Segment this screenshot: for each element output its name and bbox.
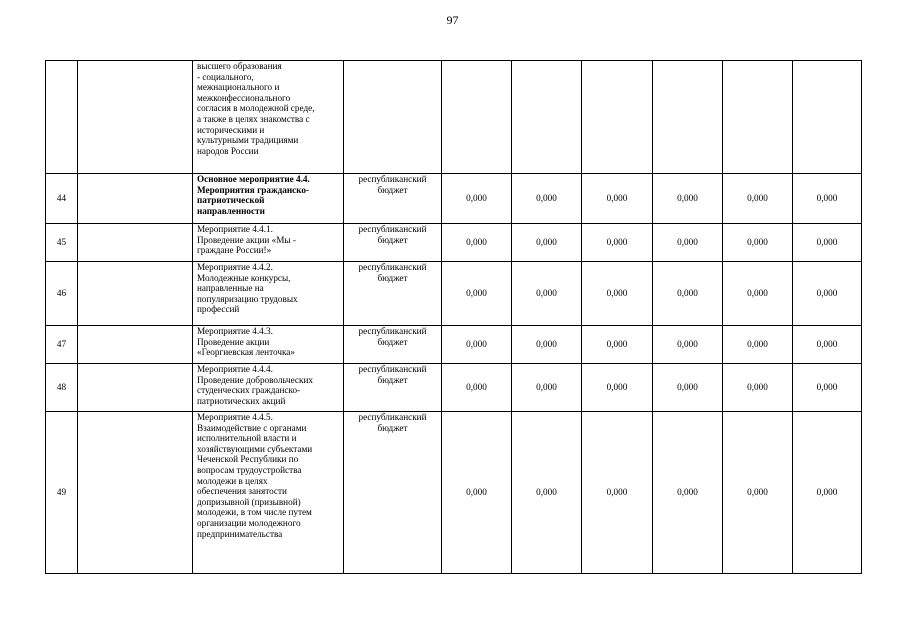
value-cell: 0,000 — [793, 262, 862, 326]
value-cell: 0,000 — [723, 224, 793, 262]
row-stub-cell — [78, 364, 193, 412]
row-number-cell: 45 — [46, 224, 78, 262]
measure-name-cell: Мероприятие 4.4.2. Молодежные конкурсы, направленные на популяризацию трудовых профессий — [193, 262, 344, 326]
value-cell — [582, 61, 653, 174]
value-cell: 0,000 — [653, 224, 723, 262]
value-cell: 0,000 — [582, 364, 653, 412]
measure-name-cell: Мероприятие 4.4.1. Проведение акции «Мы - граждане России!» — [193, 224, 344, 262]
funding-source-cell: республиканский бюджет — [344, 412, 442, 574]
budget-table — [45, 60, 862, 574]
measure-name-cell: Мероприятие 4.4.3. Проведение акции «Георгиевская ленточка» — [193, 326, 344, 364]
row-stub-cell — [78, 326, 193, 364]
value-cell: 0,000 — [582, 412, 653, 574]
value-cell: 0,000 — [793, 364, 862, 412]
row-number-cell — [46, 61, 78, 174]
value-cell: 0,000 — [442, 326, 512, 364]
value-cell: 0,000 — [723, 412, 793, 574]
measure-name-cell: высшего образования - социального, межнационального и межконфессионального согласия в молодежной среде, а также в целях знакомства с историческими и культурными традициями народов России — [193, 61, 344, 174]
value-cell: 0,000 — [442, 262, 512, 326]
value-cell: 0,000 — [653, 174, 723, 224]
value-cell: 0,000 — [512, 224, 582, 262]
table-row — [46, 326, 862, 364]
value-cell: 0,000 — [723, 364, 793, 412]
funding-source-cell: республиканский бюджет — [344, 326, 442, 364]
value-cell — [512, 61, 582, 174]
row-stub-cell — [78, 262, 193, 326]
value-cell: 0,000 — [653, 326, 723, 364]
value-cell: 0,000 — [512, 262, 582, 326]
value-cell: 0,000 — [512, 326, 582, 364]
value-cell: 0,000 — [442, 364, 512, 412]
row-stub-cell — [78, 174, 193, 224]
funding-source-cell — [344, 61, 442, 174]
table-row — [46, 262, 862, 326]
row-number-cell: 46 — [46, 262, 78, 326]
row-number-cell: 48 — [46, 364, 78, 412]
value-cell: 0,000 — [793, 224, 862, 262]
value-cell — [793, 61, 862, 174]
value-cell: 0,000 — [442, 174, 512, 224]
value-cell: 0,000 — [512, 364, 582, 412]
value-cell: 0,000 — [582, 262, 653, 326]
funding-source-cell: республиканский бюджет — [344, 364, 442, 412]
value-cell: 0,000 — [582, 224, 653, 262]
table-row — [46, 224, 862, 262]
value-cell: 0,000 — [723, 326, 793, 364]
value-cell: 0,000 — [653, 364, 723, 412]
value-cell: 0,000 — [723, 174, 793, 224]
value-cell: 0,000 — [442, 224, 512, 262]
table-row — [46, 412, 862, 574]
value-cell: 0,000 — [793, 326, 862, 364]
funding-source-cell: республиканский бюджет — [344, 262, 442, 326]
table-row-continuation — [46, 61, 862, 174]
row-number-cell: 44 — [46, 174, 78, 224]
value-cell: 0,000 — [512, 412, 582, 574]
funding-source-cell: республиканский бюджет — [344, 174, 442, 224]
value-cell: 0,000 — [793, 412, 862, 574]
value-cell: 0,000 — [582, 174, 653, 224]
value-cell: 0,000 — [653, 412, 723, 574]
funding-source-cell: республиканский бюджет — [344, 224, 442, 262]
page-number: 97 — [446, 13, 459, 27]
value-cell: 0,000 — [442, 412, 512, 574]
value-cell — [653, 61, 723, 174]
value-cell: 0,000 — [653, 262, 723, 326]
value-cell: 0,000 — [723, 262, 793, 326]
row-stub-cell — [78, 61, 193, 174]
measure-name-cell: Мероприятие 4.4.5. Взаимодействие с органами исполнительной власти и хозяйствующими субъектами Чеченской Республики по вопросам трудоустройства молодежи в целях обеспечения занятости допризывной (призывной) молодежи, в том числе путем организации молодежного предпринимательства — [193, 412, 344, 574]
table-row — [46, 364, 862, 412]
measure-name-cell: Основное мероприятие 4.4. Мероприятия гражданско- патриотической направленности — [193, 174, 344, 224]
value-cell — [723, 61, 793, 174]
row-number-cell: 49 — [46, 412, 78, 574]
measure-name-cell: Мероприятие 4.4.4. Проведение добровольческих студенческих гражданско- патриотических акций — [193, 364, 344, 412]
value-cell: 0,000 — [582, 326, 653, 364]
value-cell: 0,000 — [512, 174, 582, 224]
value-cell — [442, 61, 512, 174]
row-number-cell: 47 — [46, 326, 78, 364]
table-row — [46, 174, 862, 224]
row-stub-cell — [78, 224, 193, 262]
value-cell: 0,000 — [793, 174, 862, 224]
row-stub-cell — [78, 412, 193, 574]
